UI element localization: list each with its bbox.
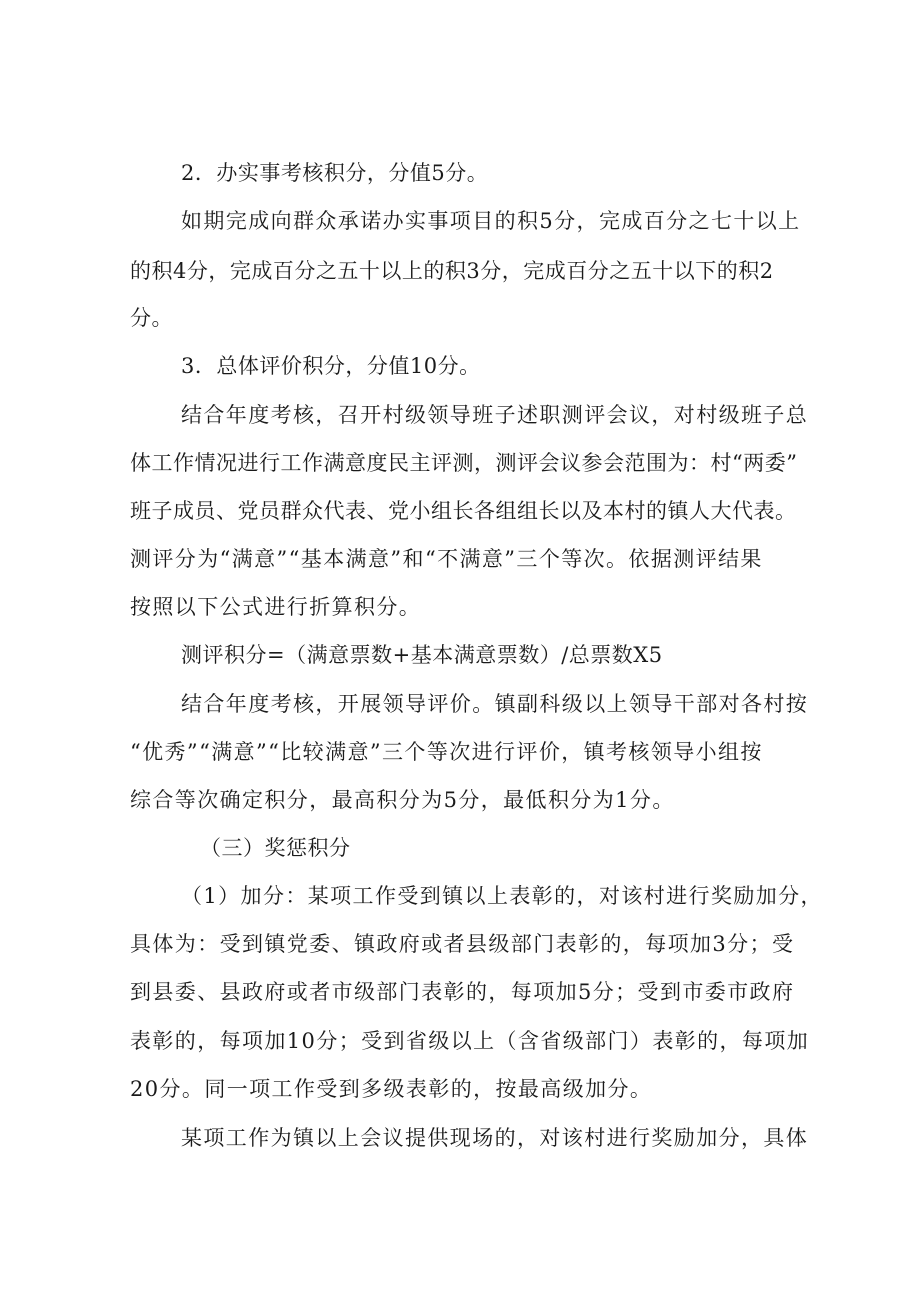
paragraph-line: 如期完成向群众承诺办实事项目的积5分，完成百分之七十以上 <box>181 209 801 233</box>
paragraph-line: 结合年度考核，开展领导评价。镇副科级以上领导干部对各村按 <box>181 692 809 716</box>
paragraph-line: 体工作情况进行工作满意度民主评测，测评会议参会范围为：村“两委” <box>130 451 798 475</box>
paragraph-line: 到县委、县政府或者市级部门表彰的，每项加5分；受到市委市政府 <box>130 980 795 1004</box>
paragraph-line: 按照以下公式进行折算积分。 <box>130 595 422 619</box>
section-heading: （三）奖惩积分 <box>200 836 351 860</box>
paragraph-line: “优秀”“满意”“比较满意”三个等次进行评价，镇考核领导小组按 <box>130 740 763 764</box>
paragraph-line: 的积4分，完成百分之五十以上的积3分，完成百分之五十以下的积2 <box>130 259 774 283</box>
paragraph-line: （1）加分：某项工作受到镇以上表彰的，对该村进行奖励加分， <box>181 884 823 908</box>
paragraph-line: 具体为：受到镇党委、镇政府或者县级部门表彰的，每项加3分；受 <box>130 932 795 956</box>
heading-item-2: 2．办实事考核积分，分值5分。 <box>181 161 489 185</box>
paragraph-line: 综合等次确定积分，最高积分为5分，最低积分为1分。 <box>130 788 675 812</box>
paragraph-line: 班子成员、党员群众代表、党小组长各组组长以及本村的镇人大代表。 <box>130 499 797 523</box>
paragraph-line: 分。 <box>130 306 173 330</box>
paragraph-line: 20分。同一项工作受到多级表彰的，按最高级加分。 <box>130 1077 653 1101</box>
paragraph-line: 某项工作为镇以上会议提供现场的，对该村进行奖励加分，具体 <box>181 1126 809 1150</box>
paragraph-line: 测评分为“满意”“基本满意”和“不满意”三个等次。依据测评结果 <box>130 547 763 571</box>
paragraph-line: 结合年度考核，召开村级领导班子述职测评会议，对村级班子总 <box>181 403 809 427</box>
formula-line: 测评积分=（满意票数+基本满意票数）/总票数X5 <box>181 643 663 667</box>
heading-item-3: 3．总体评价积分，分值10分。 <box>181 354 481 378</box>
paragraph-line: 表彰的，每项加10分；受到省级以上（含省级部门）表彰的，每项加 <box>130 1029 810 1053</box>
